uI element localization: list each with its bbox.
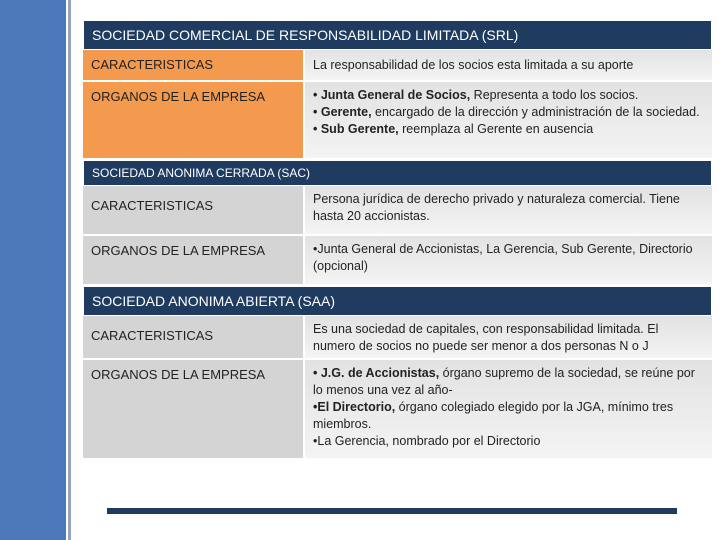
saa-organo-item: •El Directorio, órgano colegiado elegido por la JGA, mínimo tres miembros.: [313, 400, 674, 431]
footer-bar: [107, 508, 677, 514]
sac-organos-row: [83, 236, 712, 286]
saa-organo-item: • J.G. de Accionistas, órgano supremo de la sociedad, se reúne por lo menos una vez al año-: [313, 366, 695, 397]
srl-header: [83, 20, 712, 50]
srl-organo-item: • Gerente, encargado de la dirección y administración de la sociedad.: [313, 105, 700, 119]
sac-caracteristicas-row: [83, 186, 712, 236]
saa-title: SOCIEDAD ANONIMA ABIERTA (SAA): [92, 293, 335, 309]
saa-caracteristicas-label: CARACTERISTICAS: [83, 316, 305, 358]
srl-caracteristicas-value: La responsabilidad de los socios esta limitada a su aporte: [305, 50, 712, 80]
sac-organos-label: ORGANOS DE LA EMPRESA: [83, 236, 305, 284]
srl-caracteristicas-row: [83, 50, 712, 82]
saa-organos-row: [83, 360, 712, 460]
saa-header: [83, 286, 712, 316]
srl-title: SOCIEDAD COMERCIAL DE RESPONSABILIDAD LIMITADA (SRL): [92, 27, 519, 43]
sac-title: SOCIEDAD ANONIMA CERRADA (SAC): [92, 166, 311, 180]
saa-organos-label: ORGANOS DE LA EMPRESA: [83, 360, 305, 458]
saa-caracteristicas-value: Es una sociedad de capitales, con responsabilidad limitada. El numero de socios no puede ser menor a dos personas N o J: [305, 316, 712, 358]
sac-caracteristicas-value: Persona jurídica de derecho privado y naturaleza comercial. Tiene hasta 20 accionistas.: [305, 186, 712, 234]
company-types-table: [83, 20, 712, 460]
sac-header: [83, 160, 712, 186]
left-accent-band: [0, 0, 66, 540]
saa-caracteristicas-row: [83, 316, 712, 360]
saa-organos-value: [305, 360, 712, 458]
srl-organo-item: • Junta General de Socios, Representa a todo los socios.: [313, 88, 639, 102]
srl-organos-value: [305, 82, 712, 158]
srl-organos-row: [83, 82, 712, 160]
srl-organo-item: • Sub Gerente, reemplaza al Gerente en ausencia: [313, 122, 594, 136]
sac-caracteristicas-label: CARACTERISTICAS: [83, 186, 305, 234]
srl-caracteristicas-label: CARACTERISTICAS: [83, 50, 305, 80]
saa-organo-item: •La Gerencia, nombrado por el Directorio: [313, 434, 541, 448]
sac-organos-value: •Junta General de Accionistas, La Gerencia, Sub Gerente, Directorio (opcional): [305, 236, 712, 284]
left-divider-line: [68, 0, 71, 540]
srl-organos-label: ORGANOS DE LA EMPRESA: [83, 82, 305, 158]
